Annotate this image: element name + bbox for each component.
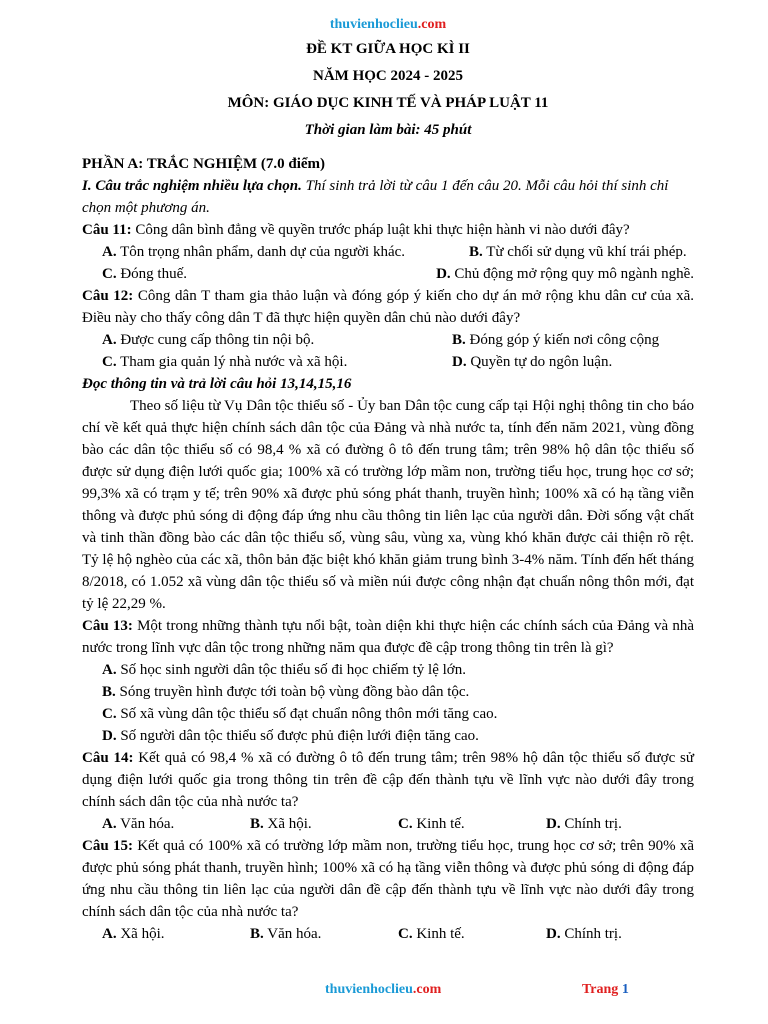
q11-option-b: B. Từ chối sử dụng vũ khí trái phép. xyxy=(469,244,687,260)
reading-title: Đọc thông tin và trả lời câu hỏi 13,14,15,16 xyxy=(82,376,352,392)
question-14-options xyxy=(82,813,694,835)
q14-option-b: B. Xã hội. xyxy=(250,816,312,832)
question-11: Câu 11: Công dân bình đẳng về quyền trước pháp luật khi thực hiện hành vi nào dưới đây? xyxy=(82,222,630,238)
header-site-link[interactable]: thuvienhoclieu.com xyxy=(329,17,447,32)
page-number: Trang 1 xyxy=(582,982,629,997)
section-instructions: I. Câu trắc nghiệm nhiều lựa chọn. Thí sinh trả lời từ câu 1 đến câu 20. Mỗi câu hỏi thí sinh chỉ chọn một phương án. xyxy=(82,178,669,216)
question-12-options-row1 xyxy=(82,329,694,351)
question-11-options-row2 xyxy=(82,263,694,285)
q12-option-c: C. Tham gia quản lý nhà nước và xã hội. xyxy=(102,354,348,370)
question-11-options-row1 xyxy=(82,241,694,263)
school-year: NĂM HỌC 2024 - 2025 xyxy=(313,68,463,84)
exam-title: ĐỀ KT GIỮA HỌC KÌ II xyxy=(306,41,470,57)
q15-option-a: A. Xã hội. xyxy=(102,926,165,942)
question-15: Câu 15: Kết quả có 100% xã có trường lớp mầm non, trường tiểu học, trung học cơ sở; trên 90% xã được phủ sóng phát thanh, truyền hình; 100% xã có hạ tầng viễn thông và được phủ sóng di động đáp ứng nhu cầu thông tin liên lạc của người dân đề cập đến thành tựu về lĩnh vực nào dưới đây trong chính sách dân tộc của nhà nước ta? xyxy=(82,838,695,920)
q14-option-c: C. Kinh tế. xyxy=(398,816,465,832)
question-13: Câu 13: Một trong những thành tựu nổi bật, toàn diện khi thực hiện các chính sách của Đảng và nhà nước trong lĩnh vực dân tộc trong những năm qua được đề cập trong thông tin trên là gì? xyxy=(82,618,694,656)
q12-option-a: A. Được cung cấp thông tin nội bộ. xyxy=(102,332,315,348)
q11-option-a: A. Tôn trọng nhân phẩm, danh dự của người khác. xyxy=(102,244,406,260)
question-15-options xyxy=(82,923,694,945)
q15-option-b: B. Văn hóa. xyxy=(250,926,322,942)
q13-option-d: D. Số người dân tộc thiểu số được phủ điện lưới điện tăng cao. xyxy=(102,728,479,744)
q15-option-d: D. Chính trị. xyxy=(546,926,622,942)
time-limit: Thời gian làm bài: 45 phút xyxy=(304,122,472,138)
q13-option-b: B. Sóng truyền hình được tới toàn bộ vùng đồng bào dân tộc. xyxy=(102,684,470,700)
q14-option-d: D. Chính trị. xyxy=(546,816,622,832)
question-12: Câu 12: Công dân T tham gia thảo luận và đóng góp ý kiến cho dự án mở rộng khu dân cư của xã. Điều này cho thấy công dân T đã thực hiện quyền dân chủ nào dưới đây? xyxy=(82,288,694,326)
q14-option-a: A. Văn hóa. xyxy=(102,816,175,832)
q12-option-d: D. Quyền tự do ngôn luận. xyxy=(452,354,613,370)
page-footer xyxy=(0,982,768,1004)
reading-passage: Theo số liệu từ Vụ Dân tộc thiểu số - Ủy ban Dân tộc cung cấp tại Hội nghị thông tin cho báo chí về kết quả thực hiện chính sách dân tộc của Đảng và nhà nước ta, tính đến năm 2021, vùng đồng bào các dân tộc thiểu số có 98,4 % xã có đường ô tô đến trung tâm; trên 98% hộ dân tộc thiểu số được sử dụng điện lưới quốc gia; 100% xã có trường lớp mầm non, trường tiểu học, trung học cơ sở; 99,3% xã có trạm y tế; trên 90% xã được phủ sóng phát thanh, truyền hình; 100% xã có hạ tầng viễn thông và được phủ sóng di động đáp ứng nhu cầu thông tin liên lạc của người dân. Đời sống vật chất và tinh thần đồng bào các dân tộc thiểu số, vùng sâu, vùng xa, vùng khó khăn được cải thiện rõ rệt. Tỷ lệ hộ nghèo của các xã, thôn bản đặc biệt khó khăn giảm trung bình 3-4% năm. Tính đến hết tháng 8/2018, có 1.052 xã vùng dân tộc thiểu số và miền núi được công nhận đạt chuẩn nông thôn mới, đạt tỷ lệ 22,29 %. xyxy=(82,398,694,612)
footer-site-link[interactable]: thuvienhoclieu.com xyxy=(325,982,442,997)
q13-option-a: A. Số học sinh người dân tộc thiểu số đi học chiếm tỷ lệ lớn. xyxy=(102,662,466,678)
q13-option-c: C. Số xã vùng dân tộc thiểu số đạt chuẩn nông thôn mới tăng cao. xyxy=(102,706,498,722)
exam-page xyxy=(82,14,694,945)
section-a-title: PHẦN A: TRẮC NGHIỆM (7.0 điểm) xyxy=(82,156,326,172)
subject-title: MÔN: GIÁO DỤC KINH TẾ VÀ PHÁP LUẬT 11 xyxy=(227,95,549,111)
question-14: Câu 14: Kết quả có 98,4 % xã có đường ô tô đến trung tâm; trên 98% hộ dân tộc thiểu số được sử dụng điện lưới quốc gia trong thông tin trên đề cập đến thành tựu về lĩnh vực nào dưới đây trong chính sách dân tộc của nhà nước ta? xyxy=(82,750,695,810)
question-12-options-row2 xyxy=(82,351,694,373)
q11-option-c: C. Đóng thuế. xyxy=(102,266,188,282)
q11-option-d-start: D. Chủ động mở rộng quy mô ngành nghề. xyxy=(436,266,694,282)
q12-option-b: B. Đóng góp ý kiến nơi công cộng xyxy=(452,332,660,348)
q15-option-c: C. Kinh tế. xyxy=(398,926,465,942)
